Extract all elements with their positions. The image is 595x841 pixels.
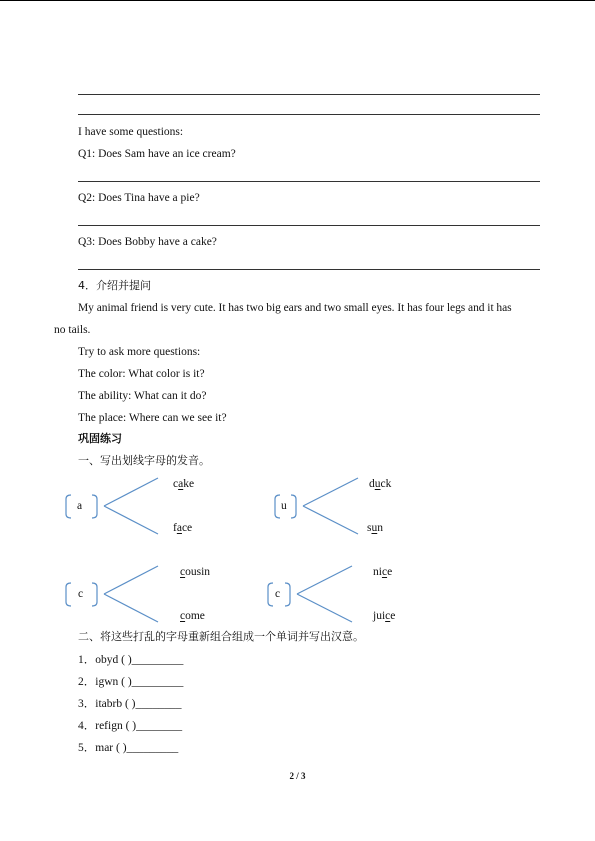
question-item: The place: Where can we see it? — [78, 412, 227, 424]
bracket-right — [92, 495, 97, 518]
word-sun: sun — [367, 522, 383, 534]
branch-line — [104, 594, 158, 622]
part1-title: 一、写出划线字母的发音。 — [78, 454, 210, 467]
word-cousin: cousin — [180, 566, 211, 578]
scramble-item: 4．refign ( )________ — [78, 720, 183, 732]
group-letter: a — [77, 500, 83, 512]
branch-line — [104, 506, 158, 534]
group-letter: c — [275, 588, 281, 600]
scramble-item: 1．obyd ( )_________ — [78, 654, 184, 666]
scramble-item: 3．itabrb ( )________ — [78, 698, 182, 710]
bracket-left — [66, 583, 71, 606]
part2-title: 二、将这些打乱的字母重新组合组成一个单词并写出汉意。 — [78, 630, 364, 643]
branch-line — [303, 506, 358, 534]
bracket-left — [66, 495, 71, 518]
branch-line — [297, 566, 352, 594]
word-come: come — [180, 610, 205, 622]
group-letter: c — [78, 588, 84, 600]
bracket-left — [275, 495, 280, 518]
bracket-right — [92, 583, 97, 606]
question-item: The ability: What can it do? — [78, 390, 207, 402]
branch-line — [104, 566, 158, 594]
page-number: 2 / 3 — [289, 771, 306, 781]
branch-line — [104, 478, 158, 506]
bracket-right — [291, 495, 296, 518]
paragraph-line-2: no tails. — [54, 324, 91, 336]
question-item: The color: What color is it? — [78, 368, 205, 380]
ask-prompt: Try to ask more questions: — [78, 346, 201, 358]
questions-intro: I have some questions: — [78, 126, 184, 138]
bracket-right — [285, 583, 290, 606]
word-cake: cake — [173, 478, 195, 490]
scramble-item: 2．igwn ( )_________ — [78, 676, 184, 688]
word-nice: nice — [373, 566, 393, 578]
question-3: Q3: Does Bobby have a cake? — [78, 236, 217, 248]
scramble-item: 5．mar ( )_________ — [78, 742, 179, 754]
word-duck: duck — [369, 478, 392, 490]
question-2: Q2: Does Tina have a pie? — [78, 192, 200, 204]
word-juice: juice — [373, 610, 396, 622]
bracket-left — [268, 583, 273, 606]
branch-line — [297, 594, 352, 622]
word-face: face — [173, 522, 193, 534]
section-heading: 4．介绍并提问 — [78, 279, 151, 292]
group-letter: u — [281, 500, 287, 512]
paragraph-line-1: My animal friend is very cute. It has two big ears and two small eyes. It has four legs and it has — [78, 302, 512, 314]
branch-line — [303, 478, 358, 506]
question-1: Q1: Does Sam have an ice cream? — [78, 148, 236, 160]
practice-title: 巩固练习 — [78, 432, 122, 445]
